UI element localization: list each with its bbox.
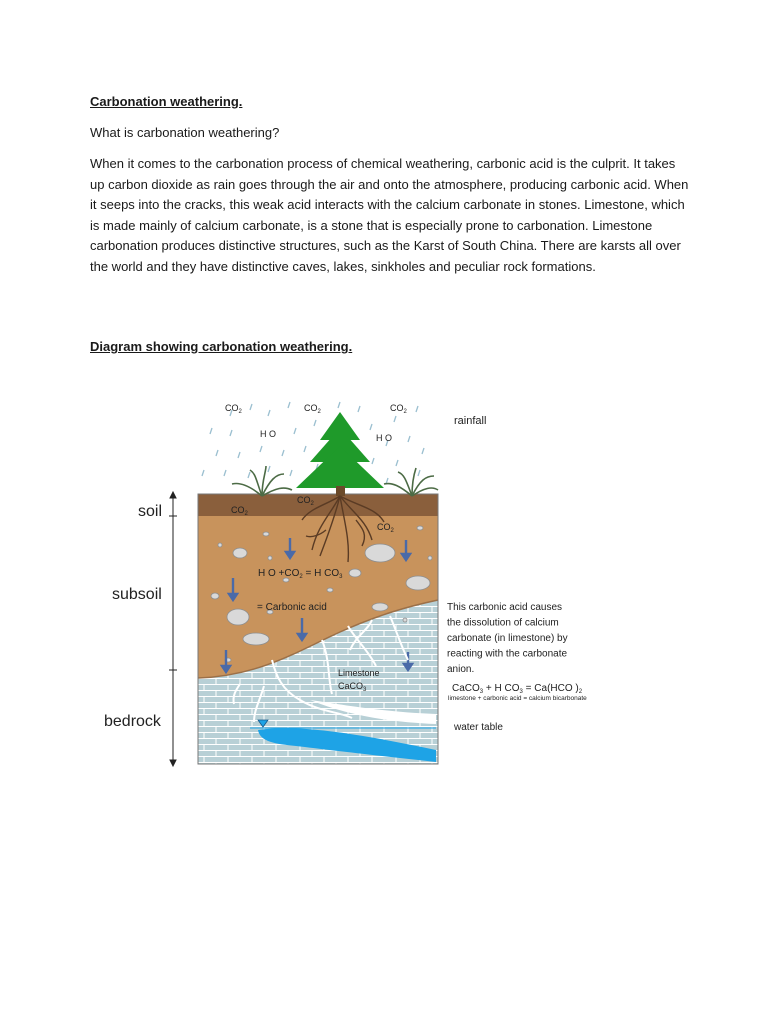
co2-label: $CO_2$ bbox=[304, 403, 321, 415]
caco3-label: CaCO$_3$ bbox=[338, 681, 367, 693]
reaction-equation: CaCO$_3$ + H $CO_3 = Ca(HCO$ )$_2$ bbox=[452, 683, 583, 695]
h2o-label: H O bbox=[376, 433, 393, 443]
depth-scale bbox=[169, 492, 177, 766]
note-line: the dissolution of calcium bbox=[447, 617, 559, 629]
diagram-heading: Diagram showing carbonation weathering. bbox=[90, 339, 353, 354]
rain-streaks bbox=[202, 402, 424, 484]
co2-soil-label: $CO_2$ bbox=[377, 522, 394, 534]
document-paragraph: When it comes to the carbonation process of chemical weathering, carbonic acid is the culprit. It takes up carbon dioxide as rain goes through the air and onto the atmosphere, producing carbonic acid. When it seeps into the cracks, this weak acid interacts with the calcium carbonate in stones. Limestone, which is made mainly of calcium carbonate, is a stone that is especially prone to carbonation. Limestone carbonation produces distinctive structures, such as the Karst of South China. There are karsts all over the world and they have distinctive caves, lakes, sinkholes and peculiar rock formations. bbox=[90, 156, 689, 274]
note-line: reacting with the carbonate bbox=[447, 648, 568, 660]
bedrock-label: bedrock bbox=[104, 713, 161, 730]
document-title: Carbonation weathering. bbox=[90, 94, 243, 109]
co2-label: $CO_2$ bbox=[225, 403, 242, 415]
note-line: This carbonic acid causes bbox=[447, 602, 563, 613]
co2-soil-label: $CO_2$ bbox=[231, 505, 248, 517]
equation-label: H $O +CO_2 = H$ $CO_3$ bbox=[258, 568, 343, 580]
subsoil-label: subsoil bbox=[112, 586, 162, 603]
co2-soil-label: $CO_2$ bbox=[297, 495, 314, 507]
tree-icon bbox=[296, 412, 384, 496]
note-line: anion. bbox=[447, 664, 475, 675]
reaction-caption: limestone + carbonic acid = calcium bicarbonate bbox=[448, 695, 587, 702]
carbonic-acid-label: = Carbonic acid bbox=[257, 602, 327, 613]
note-line: carbonate (in limestone) by bbox=[447, 633, 568, 644]
soil-label: soil bbox=[138, 503, 163, 520]
h2o-label: H O bbox=[260, 429, 277, 439]
dissolution-note bbox=[447, 602, 568, 675]
document-question: What is carbonation weathering? bbox=[90, 125, 280, 140]
water-table-label: water table bbox=[454, 722, 503, 733]
co2-label: $CO_2$ bbox=[390, 403, 407, 415]
limestone-label: Limestone bbox=[338, 668, 380, 678]
rainfall-label: rainfall bbox=[454, 415, 487, 427]
